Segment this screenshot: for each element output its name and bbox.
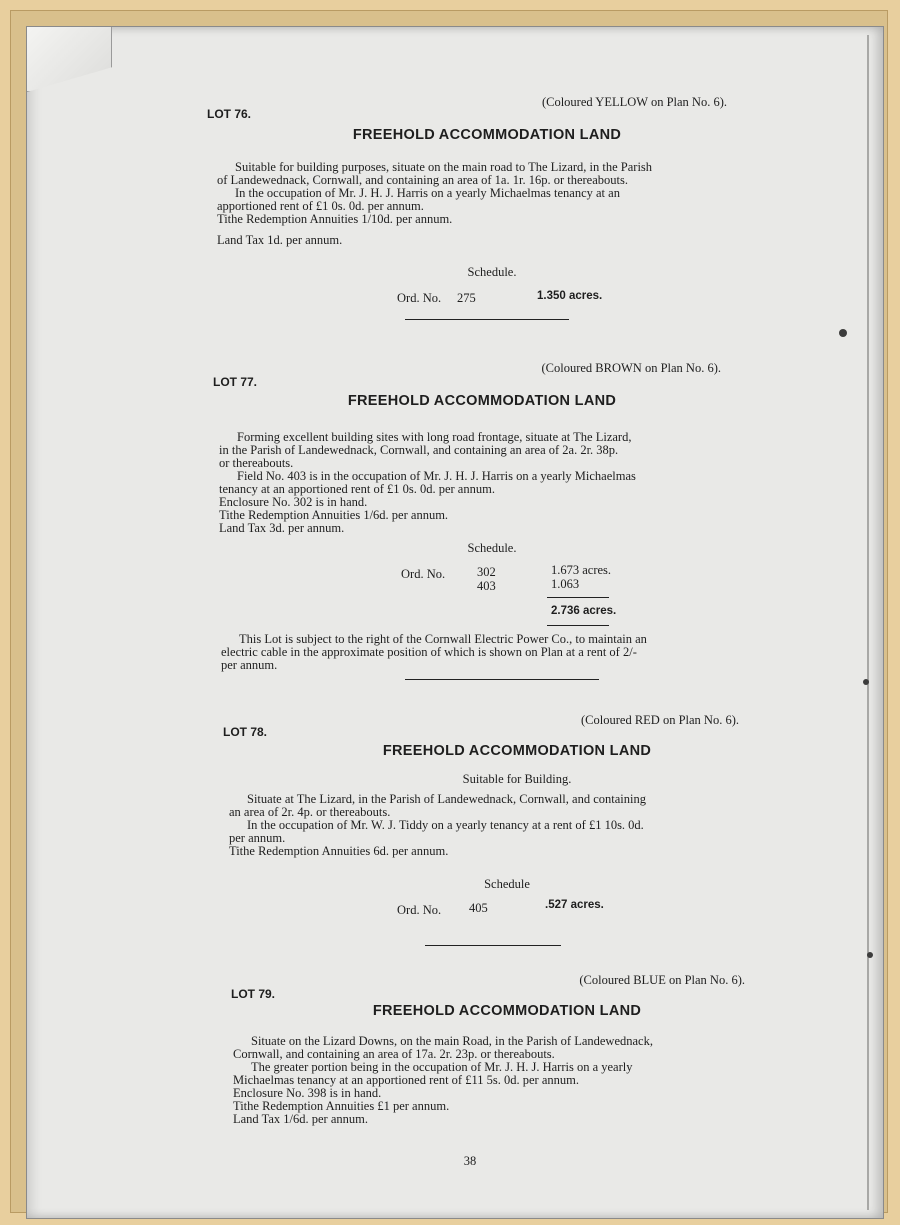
description-line: Tithe Redemption Annuities £1 per annum.	[233, 1099, 450, 1113]
description-line: Tithe Redemption Annuities 1/6d. per annum.	[219, 508, 449, 522]
description-line: Situate at The Lizard, in the Parish of Landewednack, Cornwall, and containing	[247, 792, 646, 806]
punch-hole-icon	[863, 679, 869, 685]
lot-heading: FREEHOLD ACCOMMODATION LAND	[382, 743, 652, 759]
page-edge-shadow	[867, 35, 869, 1210]
schedule-ord-label: Ord. No.	[401, 567, 446, 581]
schedule-ord-number: 405	[469, 901, 488, 915]
lot-subheading	[247, 773, 787, 786]
schedule-acres: .527 acres.	[545, 899, 604, 911]
description-line: of Landewednack, Cornwall, and containing an area of 1a. 1r. 16p. or thereabouts.	[217, 173, 628, 187]
description-line: Cornwall, and containing an area of 17a. 2r. 23p. or thereabouts.	[233, 1047, 555, 1061]
lot-description	[229, 793, 769, 858]
description-line: Enclosure No. 398 is in hand.	[233, 1086, 382, 1100]
lot-description	[233, 1035, 773, 1126]
schedule-acres: 1.673 acres.	[551, 563, 612, 577]
description-line: Enclosure No. 302 is in hand.	[219, 495, 368, 509]
description-line: Tithe Redemption Annuities 1/10d. per annum.	[217, 212, 453, 226]
lot-number: LOT 77.	[213, 375, 258, 389]
lot-76	[207, 95, 747, 339]
description-line: or thereabouts.	[219, 456, 294, 470]
photo-frame	[10, 10, 888, 1213]
schedule-ord-number: 302	[477, 565, 496, 579]
lot-79	[207, 973, 747, 1143]
lot-description	[217, 161, 747, 247]
description-line: In the occupation of Mr. W. J. Tiddy on a yearly tenancy at a rent of £1 10s. 0d.	[247, 818, 644, 832]
description-line: Field No. 403 is in the occupation of Mr. J. H. J. Harris on a yearly Michaelmas	[237, 469, 636, 483]
description-line: an area of 2r. 4p. or thereabouts.	[229, 805, 391, 819]
description-line: Michaelmas tenancy at an apportioned rent of £11 5s. 0d. per annum.	[233, 1073, 579, 1087]
section-divider	[405, 319, 569, 320]
schedule-label: Schedule.	[467, 265, 517, 279]
note-line: This Lot is subject to the right of the Cornwall Electric Power Co., to maintain an	[239, 632, 647, 646]
schedule-label: Schedule.	[467, 541, 517, 555]
note-line: electric cable in the approximate position of which is shown on Plan at a rent of 2/-	[221, 645, 637, 659]
lot-number: LOT 78.	[223, 725, 268, 739]
description-line: Suitable for building purposes, situate on the main road to The Lizard, in the Parish	[235, 160, 653, 174]
lot-77	[207, 359, 747, 689]
document-page	[26, 26, 884, 1219]
subheading-text: Suitable for Building.	[462, 772, 572, 786]
plan-reference: (Coloured YELLOW on Plan No. 6).	[541, 95, 727, 109]
note-line: per annum.	[221, 658, 278, 672]
description-line: Forming excellent building sites with long road frontage, situate at The Lizard,	[237, 430, 632, 444]
schedule-ord-label: Ord. No.	[397, 291, 442, 305]
description-line: Tithe Redemption Annuities 6d. per annum.	[229, 844, 449, 858]
description-line: per annum.	[229, 831, 286, 845]
schedule-acres: 1.063	[551, 577, 580, 591]
plan-reference: (Coloured BLUE on Plan No. 6).	[579, 973, 745, 987]
lot-number: LOT 76.	[207, 107, 252, 121]
plan-reference: (Coloured BROWN on Plan No. 6).	[541, 361, 721, 375]
schedule-total-acres: 2.736 acres.	[551, 605, 617, 617]
sum-rule	[547, 625, 609, 626]
punch-hole-icon	[867, 952, 873, 958]
lot-heading: FREEHOLD ACCOMMODATION LAND	[372, 1003, 642, 1019]
description-line: In the occupation of Mr. J. H. J. Harris on a yearly Michaelmas tenancy at an	[235, 186, 620, 200]
description-line: tenancy at an apportioned rent of £1 0s. 0d. per annum.	[219, 482, 495, 496]
lot-note	[221, 633, 747, 672]
page-number: 38	[463, 1154, 477, 1168]
description-line: Land Tax 1d. per annum.	[217, 233, 343, 247]
lot-heading: FREEHOLD ACCOMMODATION LAND	[352, 127, 622, 143]
description-line: Land Tax 3d. per annum.	[219, 521, 345, 535]
description-line: The greater portion being in the occupation of Mr. J. H. J. Harris on a yearly	[251, 1060, 633, 1074]
description-line: Land Tax 1/6d. per annum.	[233, 1112, 368, 1126]
section-divider	[425, 945, 561, 946]
section-divider	[405, 679, 599, 680]
description-line: in the Parish of Landewednack, Cornwall, and containing an area of 2a. 2r. 38p.	[219, 443, 619, 457]
schedule-acres: 1.350 acres.	[537, 290, 603, 302]
description-line: apportioned rent of £1 0s. 0d. per annum.	[217, 199, 424, 213]
lot-description	[219, 431, 747, 535]
lot-heading: FREEHOLD ACCOMMODATION LAND	[347, 393, 617, 409]
plan-reference: (Coloured RED on Plan No. 6).	[581, 713, 739, 727]
schedule-ord-number: 403	[477, 579, 496, 593]
folded-corner	[27, 27, 112, 92]
description-line: Situate on the Lizard Downs, on the main Road, in the Parish of Landewednack,	[251, 1034, 653, 1048]
punch-hole-icon	[839, 329, 847, 337]
lot-number: LOT 79.	[231, 987, 276, 1001]
schedule-ord-label: Ord. No.	[397, 903, 442, 917]
sum-rule	[547, 597, 609, 598]
schedule-label: Schedule	[484, 877, 530, 891]
lot-78	[207, 713, 747, 943]
schedule-ord-number: 275	[457, 291, 476, 305]
